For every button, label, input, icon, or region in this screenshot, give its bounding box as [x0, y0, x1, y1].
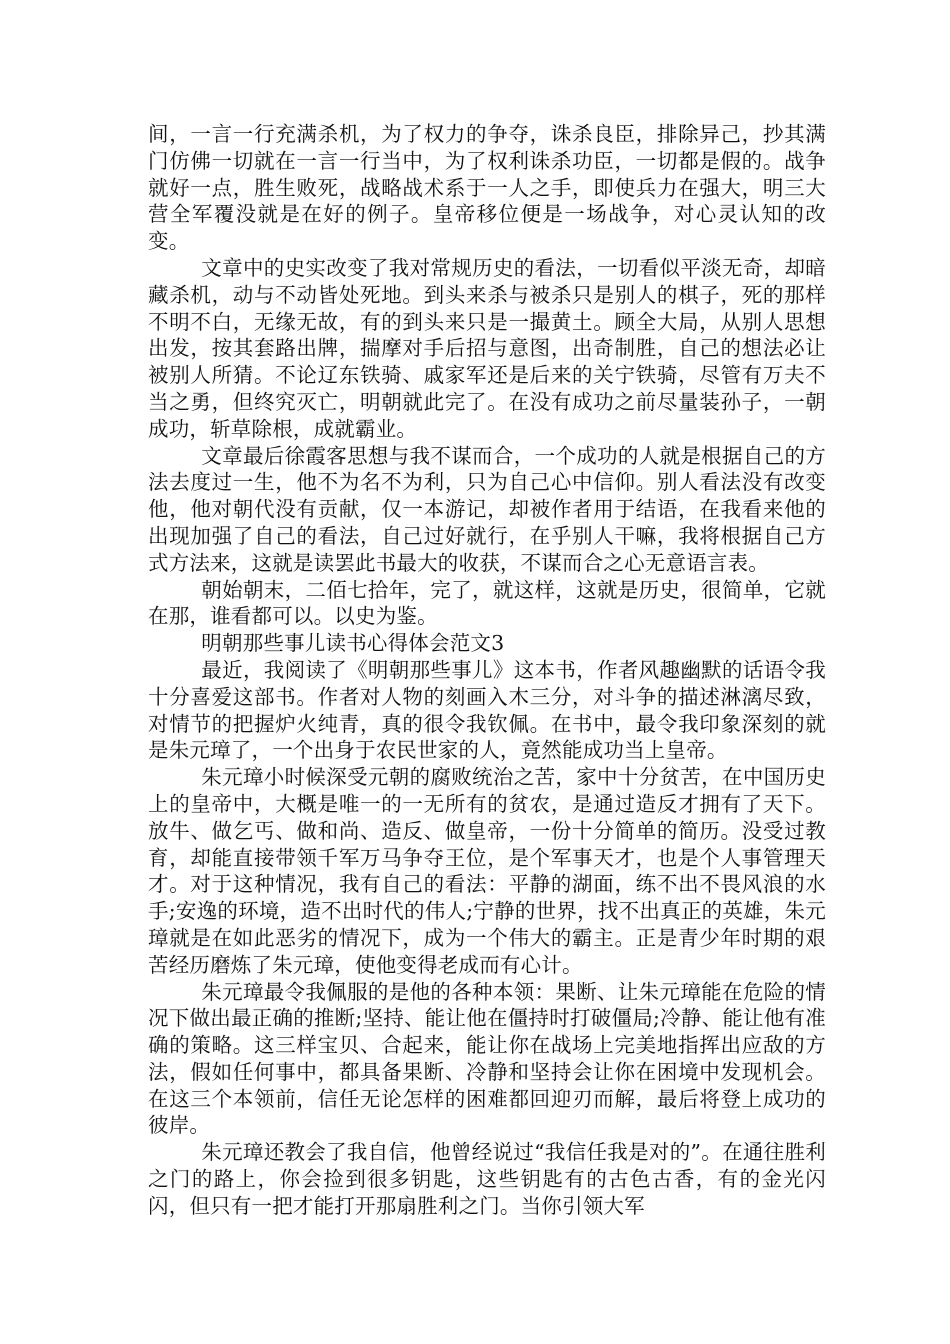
- paragraph-8: 朱元璋还教会了我自信，他曾经说过“我信任我是对的”。在通往胜利之门的路上，你会捡到很多钥匙，这些钥匙有的古色古香，有的金光闪闪，但只有一把才能打开那扇胜利之门。当你引领大军: [148, 1140, 826, 1218]
- paragraph-7: 朱元璋最令我佩服的是他的各种本领：果断、让朱元璋能在危险的情况下做出最正确的推断;坚持、能让他在僵持时打破僵局;冷静、能让他有准确的策略。这三样宝贝、合起来，能让你在战场上完美地指挥出应敌的方法，假如任何事中，都具备果断、冷静和坚持会让你在困境中发现机会。在这三个本领前，信任无论怎样的困难都回迎刃而解，最后将登上成功的彼岸。: [148, 979, 826, 1138]
- paragraph-2: 文章中的史实改变了我对常规历史的看法，一切看似平淡无奇，却暗藏杀机，动与不动皆处死地。到头来杀与被杀只是别人的棋子，死的那样不明不白，无缘无故，有的到头来只是一撮黄土。顾全大局，从别人思想出发，按其套路出牌，揣摩对手后招与意图，出奇制胜，自己的想法必让被别人所猜。不论辽东铁骑、戚家军还是后来的关宁铁骑，尽管有万夫不当之勇，但终究灭亡，明朝就此完了。在没有成功之前尽量装孙子，一朝成功，斩草除根，成就霸业。: [148, 255, 826, 441]
- document-page: [148, 121, 826, 1220]
- paragraph-1: 间，一言一行充满杀机，为了权力的争夺，诛杀良臣，排除异己，抄其满门仿佛一切就在一言一行当中，为了权利诛杀功臣，一切都是假的。战争就好一点，胜生败死，战略战术系于一人之手，即使兵力在强大，明三大营全军覆没就是在好的例子。皇帝移位便是一场战争，对心灵认知的改变。: [148, 122, 826, 254]
- section-heading: 明朝那些事儿读书心得体会范文3: [201, 631, 505, 656]
- paragraph-5: 最近，我阅读了《明朝那些事儿》这本书，作者风趣幽默的话语令我十分喜爱这部书。作者对人物的刻画入木三分，对斗争的描述淋漓尽致，对情节的把握炉火纯青，真的很令我钦佩。在书中，最令我印象深刻的就是朱元璋了，一个出身于农民世家的人，竟然能成功当上皇帝。: [148, 657, 826, 763]
- paragraph-4: 朝始朝末，二佰七拾年，完了，就这样，这就是历史，很简单，它就在那，谁看都可以。以史为鉴。: [148, 577, 826, 629]
- paragraph-3: 文章最后徐霞客思想与我不谋而合，一个成功的人就是根据自己的方法去度过一生，他不为名不为利，只为自己心中信仰。别人看法没有改变他，他对朝代没有贡献，仅一本游记，却被作者用于结语，在我看来他的出现加强了自己的看法，自己过好就行，在乎别人干嘛，我将根据自己方式方法来，这就是读罢此书最大的收获，不谋而合之心无意语言表。: [148, 443, 826, 575]
- paragraph-6: 朱元璋小时候深受元朝的腐败统治之苦，家中十分贫苦，在中国历史上的皇帝中，大概是唯一的一无所有的贫农，是通过造反才拥有了天下。放牛、做乞丐、做和尚、造反、做皇帝，一份十分简单的简历。没受过教育，却能直接带领千军万马争夺王位，是个军事天才，也是个人事管理天才。对于这种情况，我有自己的看法：平静的湖面，练不出不畏风浪的水手;安逸的环境，造不出时代的伟人;宁静的世界，找不出真正的英雄，朱元璋就是在如此恶劣的情况下，成为一个伟大的霸主。正是青少年时期的艰苦经历磨炼了朱元璋，使他变得老成而有心计。: [148, 765, 826, 977]
